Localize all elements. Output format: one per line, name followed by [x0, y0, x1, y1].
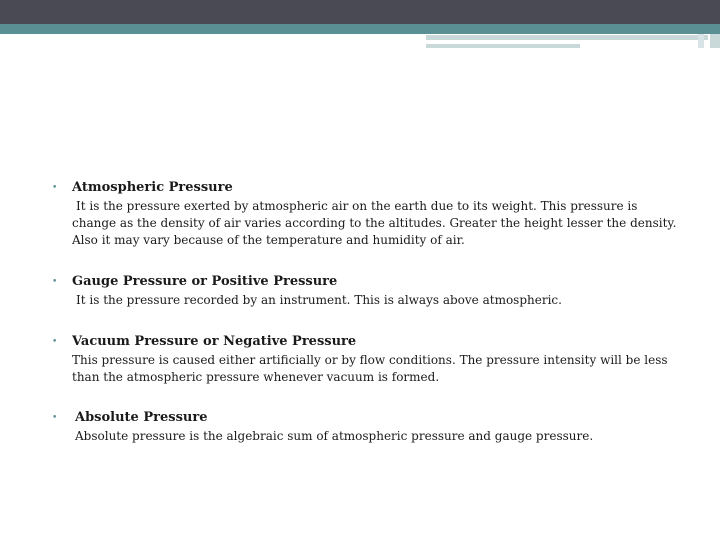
item-title: Gauge Pressure or Positive Pressure [72, 274, 338, 289]
item-body: Absolute pressure is the algebraic sum of atmospheric pressure and gauge pressure. [75, 429, 594, 443]
accent-stripe [426, 44, 580, 48]
bullet-icon: • [52, 337, 58, 347]
list-item-absolute-pressure [52, 410, 593, 445]
bullet-icon: • [52, 413, 58, 423]
item-body: This pressure is caused either artificially or by flow conditions. The pressure intensity will be less than the atmospheric pressure whenever vacuum is formed. [72, 353, 668, 384]
bullet-icon: • [52, 183, 58, 193]
accent-stripe [426, 35, 708, 40]
item-body: It is the pressure recorded by an instrument. This is always above atmospheric. [76, 293, 562, 307]
item-body: It is the pressure exerted by atmospheric air on the earth due to its weight. This pressure is change as the density of air varies according to the altitudes. Greater the height lesser the density. Also it may vary because of the temperature and humidity of air. [72, 199, 677, 247]
accent-stripe [710, 34, 720, 48]
item-title: Absolute Pressure [75, 410, 208, 425]
list-item-atmospheric-pressure [52, 180, 682, 249]
list-item-gauge-pressure [52, 274, 562, 309]
top-bar [0, 0, 720, 24]
accent-band [0, 24, 720, 34]
item-title: Vacuum Pressure or Negative Pressure [72, 334, 357, 349]
accent-stripe [698, 34, 704, 48]
list-item-vacuum-pressure [52, 334, 682, 386]
item-title: Atmospheric Pressure [72, 180, 233, 195]
bullet-icon: • [52, 277, 58, 287]
